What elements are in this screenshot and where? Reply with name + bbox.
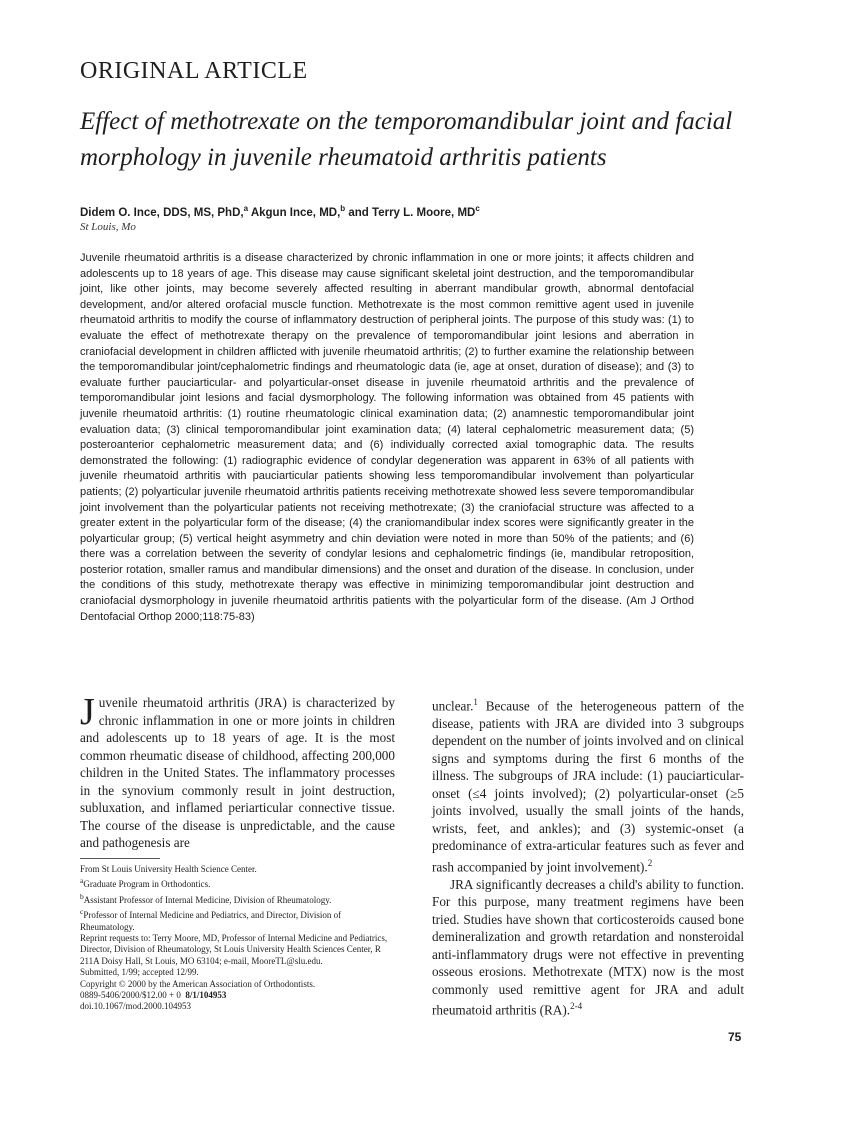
citation-ref: 2-4 — [570, 1001, 583, 1012]
footnote-reprint: Reprint requests to: Terry Moore, MD, Professor of Internal Medicine and Pediatrics, Director, Division of Rheumatology, St Louis University Health Sciences Center, R 211A Doisy Hall, St Louis, MO 63104; e-mail, MooreTL@slu.edu. — [80, 933, 388, 966]
footnote-submitted: Submitted, 1/99; accepted 12/99. — [80, 967, 199, 978]
body-paragraph-container — [432, 876, 744, 1019]
body-column-right — [432, 694, 744, 1019]
page-number: 75 — [728, 1030, 742, 1044]
drop-cap: J — [80, 691, 95, 733]
footnote-doi: doi.10.1067/mod.2000.104953 — [80, 1001, 192, 1012]
body-column-left — [80, 691, 395, 852]
footnote-b: $^b$Assistant Professor of Internal Medicine, Division of Rheumatology. — [80, 891, 332, 905]
footnote-divider — [80, 858, 160, 859]
body-paragraph: Because of the heterogeneous pattern of the disease, patients with JRA are divided into 3 subgroups dependent on the number of joints involved and on clinical signs and symptoms during the first 6 months of the illness. The subgroups of JRA include: (1) pauciarticular-onset (≤4 joints involved); (2) polyarticular-onset (≥5 joints involved, usually the small joints of the hands, wrists, feet, and ankles); and (3) systemic-onset (a predominance of extra-articular features such as fever and rash accompanied by joint involvement). — [432, 698, 744, 875]
body-paragraph: unclear. — [432, 698, 474, 714]
body-paragraph: JRA significantly decreases a child's ability to function. For this purpose, many treatment regimens have been tried. Studies have shown that corticosteroids caused bone demineralization and growth retardation and nonsteroidal anti-inflammatory drugs were not effective in preventing osseous erosions. Methotrexate (MTX) now is the most commonly used remittive agent for JRA and adult rheumatoid arthritis (RA). — [432, 876, 744, 1018]
section-label: ORIGINAL ARTICLE — [80, 58, 308, 84]
footnote-issn: 0889-5406/2000/$12.00 + 0 8/1/104953 — [80, 990, 227, 1001]
author-name: Didem O. Ince, DDS, MS, PhD, — [80, 206, 244, 219]
footnote-c: $^c$Professor of Internal Medicine and Pediatrics, and Director, Division of Rheumatology. — [80, 907, 342, 932]
footnotes — [80, 864, 398, 1013]
citation-ref: 1 — [473, 697, 478, 707]
author-name: Akgun Ince, MD, — [250, 206, 341, 219]
affiliation-mark: b — [340, 204, 346, 213]
affiliation-mark: a — [243, 204, 249, 213]
author-location: St Louis, Mo — [80, 221, 136, 233]
footnote-source: From St Louis University Health Science Center. — [80, 864, 257, 874]
abstract: Juvenile rheumatoid arthritis is a disease characterized by chronic inflammation in one or more joints; it affects children and adolescents up to 18 years of age. This disease may cause significant skeletal joint destruction, and the temporomandibular joint, like other joints, may become severely affected resulting in aberrant mandibular growth, abnormal dentofacial development, and/or altered orofacial muscle function. Methotrexate is the most common remittive agent used in juvenile rheumatoid arthritis to modify the course of inflammatory destruction of peripheral joints. The purpose of this study was: (1) to evaluate the effect of methotrexate therapy on the prevalence of temporomandibular joint lesions and aberration in craniofacial development in children afflicted with juvenile rheumatoid arthritis; (2) to further examine the relationship between the temporomandibular joint/cephalometric findings and rheumatologic data (ie, age at onset, duration of disease); and (3) to evaluate further pauciarticular- and polyarticular-onset disease in juvenile rheumatoid arthritis and the prevalence of temporomandibular joint lesions and facial dysmorphology. The following information was obtained from 45 patients with juvenile rheumatoid arthritis: (1) routine rheumatologic clinical examination data; (2) anamnestic temporomandibular joint evaluation data; (3) clinical temporomandibular joint examination data; (4) lateral cephalometric measurement data; (5) posteroanterior cephalometric measurement data; and (6) individually corrected axial tomographic data. The results demonstrated the following: (1) radiographic evidence of condylar degeneration was apparent in 63% of all patients with juvenile rheumatoid arthritis with pauciarticular patients showing less temporomandibular involvement than polyarticular patients; (2) polyarticular juvenile rheumatoid arthritis patients receiving methotrexate showed less severe temporomandibular joint involvement than the polyarticular patients not receiving methotrexate; (3) the craniofacial structure was affected to a greater extent in the polyarticular form of the disease; (4) the craniomandibular index scores were significantly greater in the polyarticular group; (5) vertical height asymmetry and chin deviation were noted in more than 50% of the patients; and (6) there was a correlation between the severity of condylar lesions and cephalometric findings (ie, mandibular retroposition, posterior rotation, smaller ramus and mandibular dimensions) and the onset and duration of the disease. In conclusion, under the conditions of this study, methotrexate therapy was effective in minimizing temporomandibular joint destruction and craniofacial dysmorphology in juvenile rheumatoid arthritis patients with the polyarticular form of the disease. (Am J Orthod Dentofacial Orthop 2000;118:75-83) — [80, 252, 694, 623]
citation-ref: 2 — [647, 857, 653, 868]
body-paragraph: uvenile rheumatoid arthritis (JRA) is characterized by chronic inflammation in one or more joints in children and adolescents up to 18 years of age. It is the most common rheumatic disease of childhood, affecting 200,000 children in the United States. The inflammatory processes in the synovium commonly result in joint destruction, subluxation, and inflamed periarticular connective tissue. The course of the disease is unpredictable, and the cause and pathogenesis are — [80, 695, 395, 850]
footnote-copyright: Copyright © 2000 by the American Association of Orthodontists. — [80, 978, 316, 989]
footnote-a: $^a$Graduate Program in Orthodontics. — [80, 876, 211, 890]
affiliation-mark: c — [475, 204, 480, 213]
author-conjunction: and — [348, 206, 369, 219]
body-paragraph-container — [432, 694, 744, 876]
author-name: Terry L. Moore, MD — [372, 206, 476, 219]
author-list — [80, 204, 480, 219]
article-title: Effect of methotrexate on the temporomandibular joint and facial morphology in juvenile rheumatoid arthritis patients — [80, 108, 733, 171]
